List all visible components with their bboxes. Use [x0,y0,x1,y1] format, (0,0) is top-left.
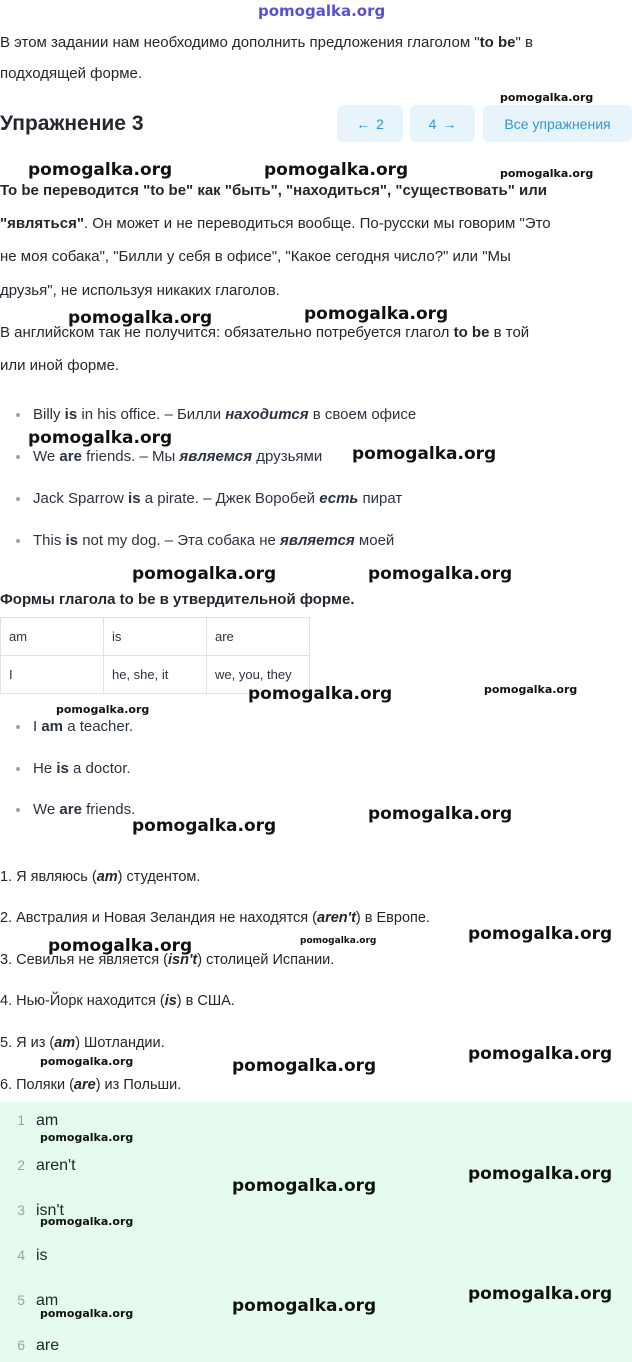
watermark: pomogalka.org [232,1056,377,1076]
watermark: pomogalka.org [368,804,513,824]
bullet-icon [16,725,20,729]
forms-table [0,617,310,694]
watermark: pomogalka.org [500,91,594,104]
prev-exercise-button[interactable] [337,105,403,142]
watermark: pomogalka.org [28,160,173,180]
answer-item [0,1337,59,1355]
next-exercise-button[interactable] [410,105,475,142]
watermark: pomogalka.org [48,936,193,956]
watermark: pomogalka.org [40,1307,134,1320]
list-item: He is a doctor. [16,760,131,777]
next-label: 4 [428,115,437,132]
arrow-left-icon: ← [356,115,371,132]
task-item: 2. Австралия и Новая Зеландия не находятся (aren't) в Европе. [0,910,430,926]
answer-text: aren't [36,1157,76,1174]
task-item: 1. Я являюсь (am) студентом. [0,869,201,885]
watermark: pomogalka.org [468,1044,613,1064]
table-cell: I [1,656,104,694]
watermark: pomogalka.org [56,703,150,716]
watermark: pomogalka.org [304,304,449,324]
explanation-line-4: друзья", не используя никаких глаголов. [0,282,280,299]
bullet-icon [16,413,20,417]
answer-number: 6 [17,1337,25,1353]
table-header-cell: is [104,618,207,656]
answer-item [0,1157,76,1175]
task-item: 4. Нью-Йорк находится (is) в США. [0,993,235,1009]
answer-item [0,1247,48,1265]
intro-text-end: " в [515,34,533,51]
answer-number: 3 [17,1202,25,1218]
answer-item [0,1112,58,1130]
watermark: pomogalka.org [28,428,173,448]
task-item: 6. Поляки (are) из Польши. [0,1077,182,1093]
bullet-icon [16,455,20,459]
watermark: pomogalka.org [352,444,497,464]
watermark: pomogalka.org [468,924,613,944]
explanation-text: в той [489,324,530,341]
task-item: 3. Севилья не является (isn't) столицей Испании. [0,952,335,968]
watermark: pomogalka.org [132,564,277,584]
table-cell: he, she, it [104,656,207,694]
answer-number: 1 [17,1112,25,1128]
table-cell: we, you, they [207,656,310,694]
all-exercises-button[interactable] [483,105,632,142]
watermark: pomogalka.org [300,936,377,946]
explanation-text: В английском так не получится: обязательно потребуется глагол [0,324,454,341]
watermark: pomogalka.org [264,160,409,180]
watermark: pomogalka.org [258,2,386,20]
list-item: Jack Sparrow is a pirate. – Джек Воробей есть пират [16,490,402,507]
watermark: pomogalka.org [248,684,393,704]
watermark: pomogalka.org [468,1284,613,1304]
bullet-icon [16,539,20,543]
table-header-cell: am [1,618,104,656]
explanation-text: . Он может и не переводиться вообще. По-русски мы говорим "Это [83,215,551,232]
answer-text: isn't [36,1202,64,1219]
list-item: Billy is in his office. – Билли находится в своем офисе [16,406,416,423]
list-item: This is not my dog. – Эта собака не является моей [16,532,394,549]
explanation-line-6: или иной форме. [0,357,120,374]
page-title: Упражнение 3 [0,112,144,135]
intro-text: В этом задании нам необходимо дополнить предложения глаголом " [0,34,480,51]
explanation-bold: to be [453,324,490,341]
watermark: pomogalka.org [232,1176,377,1196]
intro-line-2: подходящей форме. [0,65,143,82]
watermark: pomogalka.org [132,816,277,836]
bullet-icon [16,808,20,812]
explanation-line-3: не моя собака", "Билли у себя в офисе", "Какое сегодня число?" или "Мы [0,248,511,265]
watermark: pomogalka.org [68,308,213,328]
answer-text: am [36,1112,59,1129]
bullet-icon [16,767,20,771]
answer-text: are [36,1337,60,1354]
table-header-row [1,618,310,656]
watermark: pomogalka.org [484,683,578,696]
bullet-icon [16,497,20,501]
watermark: pomogalka.org [500,167,594,180]
intro-bold: to be [479,34,516,51]
watermark: pomogalka.org [368,564,513,584]
answer-text: is [36,1247,48,1264]
list-item: We are friends. [16,801,135,818]
task-item: 5. Я из (am) Шотландии. [0,1035,165,1051]
watermark: pomogalka.org [232,1296,377,1316]
forms-title: Формы глагола to be в утвердительной форме. [0,591,355,608]
answer-number: 5 [17,1292,25,1308]
watermark: pomogalka.org [468,1164,613,1184]
watermark: pomogalka.org [40,1131,134,1144]
watermark: pomogalka.org [40,1055,134,1068]
answer-number: 2 [17,1157,25,1173]
arrow-right-icon: → [442,115,457,132]
all-exercises-label: Все упражнения [504,115,611,132]
prev-label: 2 [376,115,384,132]
intro-line-1 [0,26,533,60]
explanation-bold: "являться" [0,215,84,232]
explanation-line-1: To be переводится "to be" как "быть", "находиться", "существовать" или [0,182,548,199]
table-header-cell: are [207,618,310,656]
answer-text: am [36,1292,59,1309]
list-item: We are friends. – Мы являемся друзьями [16,448,322,465]
list-item: I am a teacher. [16,718,133,735]
answer-number: 4 [17,1247,25,1263]
watermark: pomogalka.org [40,1215,134,1228]
explanation-line-2 [0,207,551,241]
